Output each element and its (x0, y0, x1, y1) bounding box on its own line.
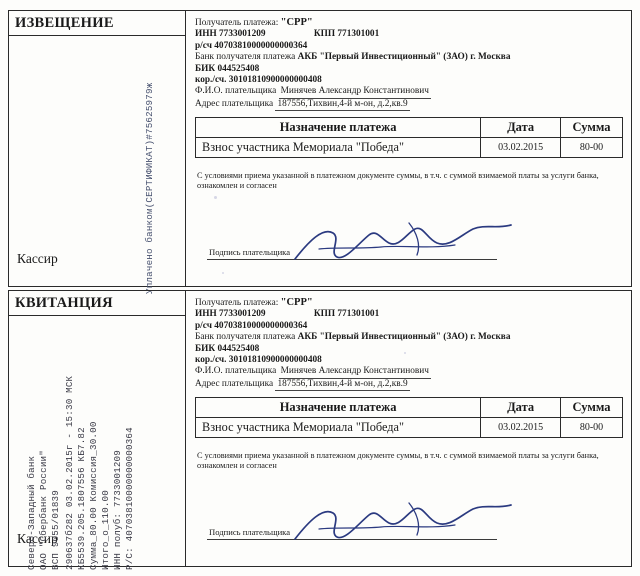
bank-certificate-note-top: Уплачено банком(СЕРТИФИКАТ)#75625979ж (144, 82, 155, 294)
vertical-divider-bottom (185, 291, 186, 566)
purpose-table-header-row (196, 398, 623, 418)
bank-stamp-line-4: 290637б282 03.02.2015г - 15:30 МСК (64, 375, 75, 570)
header-amount: Сумма (561, 118, 623, 138)
receipt-top (8, 10, 632, 294)
bank-row: Банк получателя платежа АКБ "Первый Инвестиционный" (ЗАО) г. Москва (195, 332, 511, 343)
payer-address-row: Адрес плательщика 187556,Тихвин,4-й м-он, д.2,кв.9 (195, 99, 625, 111)
header-purpose: Назначение платежа (196, 118, 481, 138)
bank-stamp-line-2: ОАО "Сбербанк России" (38, 450, 49, 570)
recipient-row: Получатель платежа: "СРР" (195, 297, 313, 308)
cell-purpose: Взнос участника Мемориала "Победа" (196, 138, 481, 158)
header-purpose: Назначение платежа (196, 398, 481, 418)
bank-stamp-line-1: Северо-Западный банк (26, 455, 37, 570)
purpose-table-row (196, 138, 623, 158)
purpose-table-row (196, 418, 623, 438)
bank-stamp-line-8: ИНН полуб: 7733001209 (112, 450, 123, 570)
inn-kpp-row: ИНН 7733001209 КПП 771301001 (195, 309, 380, 320)
bank-row: Банк получателя платежа АКБ "Первый Инвестиционный" (ЗАО) г. Москва (195, 52, 511, 63)
stub-rule-top (9, 35, 185, 36)
purpose-table-header-row (196, 118, 623, 138)
purpose-table-top (195, 117, 623, 158)
payer-address-value: 187556,Тихвин,4-й м-он, д.2,кв.9 (275, 99, 409, 111)
cashier-label-bottom: Кассир (17, 531, 58, 546)
bank-stamp-line-6: Сумма_80.00 Комиссия_30.00 (88, 421, 99, 570)
purpose-table-bottom (195, 397, 623, 438)
payer-name-value: Минячев Александр Константинович (279, 366, 431, 378)
bik-row: БИК 044525408 (195, 343, 260, 354)
section-title-izveschenie: ИЗВЕЩЕНИЕ (15, 15, 114, 31)
stub-rule-bottom (9, 315, 185, 316)
receipt-bottom (8, 290, 632, 570)
cell-date: 03.02.2015 (481, 138, 561, 158)
cell-amount: 80-00 (561, 418, 623, 438)
terms-text-bottom: С условиями приема указанной в платежном документе суммы, в т.ч. с суммой взимаемой платы за услуги банка, ознакомлен и согласен (197, 451, 599, 470)
bank-stamp-line-5: КБ5539.205.1807556 КБ7.82 (76, 427, 87, 570)
cell-purpose: Взнос участника Мемориала "Победа" (196, 418, 481, 438)
bank-stamp-line-9: Р/С: 40703810000000000364 (124, 427, 135, 570)
account-row: р/сч 40703810000000000364 (195, 320, 308, 331)
corr-account-row: кор./сч. 30101810900000000408 (195, 355, 322, 366)
bik-row: БИК 044525408 (195, 63, 260, 74)
recipient-row: Получатель платежа: "СРР" (195, 17, 313, 28)
signature-label-top: Подпись плательщика (209, 247, 291, 257)
corr-account-row: кор./сч. 30101810900000000408 (195, 75, 322, 86)
signature-label-bottom: Подпись плательщика (209, 527, 291, 537)
header-date: Дата (481, 398, 561, 418)
payer-address-row: Адрес плательщика 187556,Тихвин,4-й м-он, д.2,кв.9 (195, 379, 625, 391)
cell-date: 03.02.2015 (481, 418, 561, 438)
signature-line-top (207, 259, 497, 260)
account-row: р/сч 40703810000000000364 (195, 40, 308, 51)
signature-line-bottom (207, 539, 497, 540)
inn-kpp-row: ИНН 7733001209 КПП 771301001 (195, 29, 380, 40)
section-title-kvitanciya: КВИТАНЦИЯ (15, 295, 113, 311)
payer-address-value: 187556,Тихвин,4-й м-он, д.2,кв.9 (275, 379, 409, 391)
payer-name-value: Минячев Александр Константинович (279, 86, 431, 98)
header-amount: Сумма (561, 398, 623, 418)
scan-artifact (404, 352, 406, 354)
cashier-label-top: Кассир (17, 251, 58, 266)
scan-artifact (222, 272, 224, 274)
cell-amount: 80-00 (561, 138, 623, 158)
payer-name-row: Ф.И.О. плательщика Минячев Александр Константинович (195, 86, 625, 98)
bank-stamp-line-7: Итого_о_110.00 (100, 490, 111, 570)
vertical-divider-top (185, 11, 186, 286)
bank-stamp-line-3: ВСП 9055/01839 (50, 490, 61, 570)
header-date: Дата (481, 118, 561, 138)
scan-artifact (214, 196, 217, 199)
terms-text-top: С условиями приема указанной в платежном документе суммы, в т.ч. с суммой взимаемой платы за услуги банка, ознакомлен и согласен (197, 171, 599, 190)
payer-name-row: Ф.И.О. плательщика Минячев Александр Константинович (195, 366, 625, 378)
